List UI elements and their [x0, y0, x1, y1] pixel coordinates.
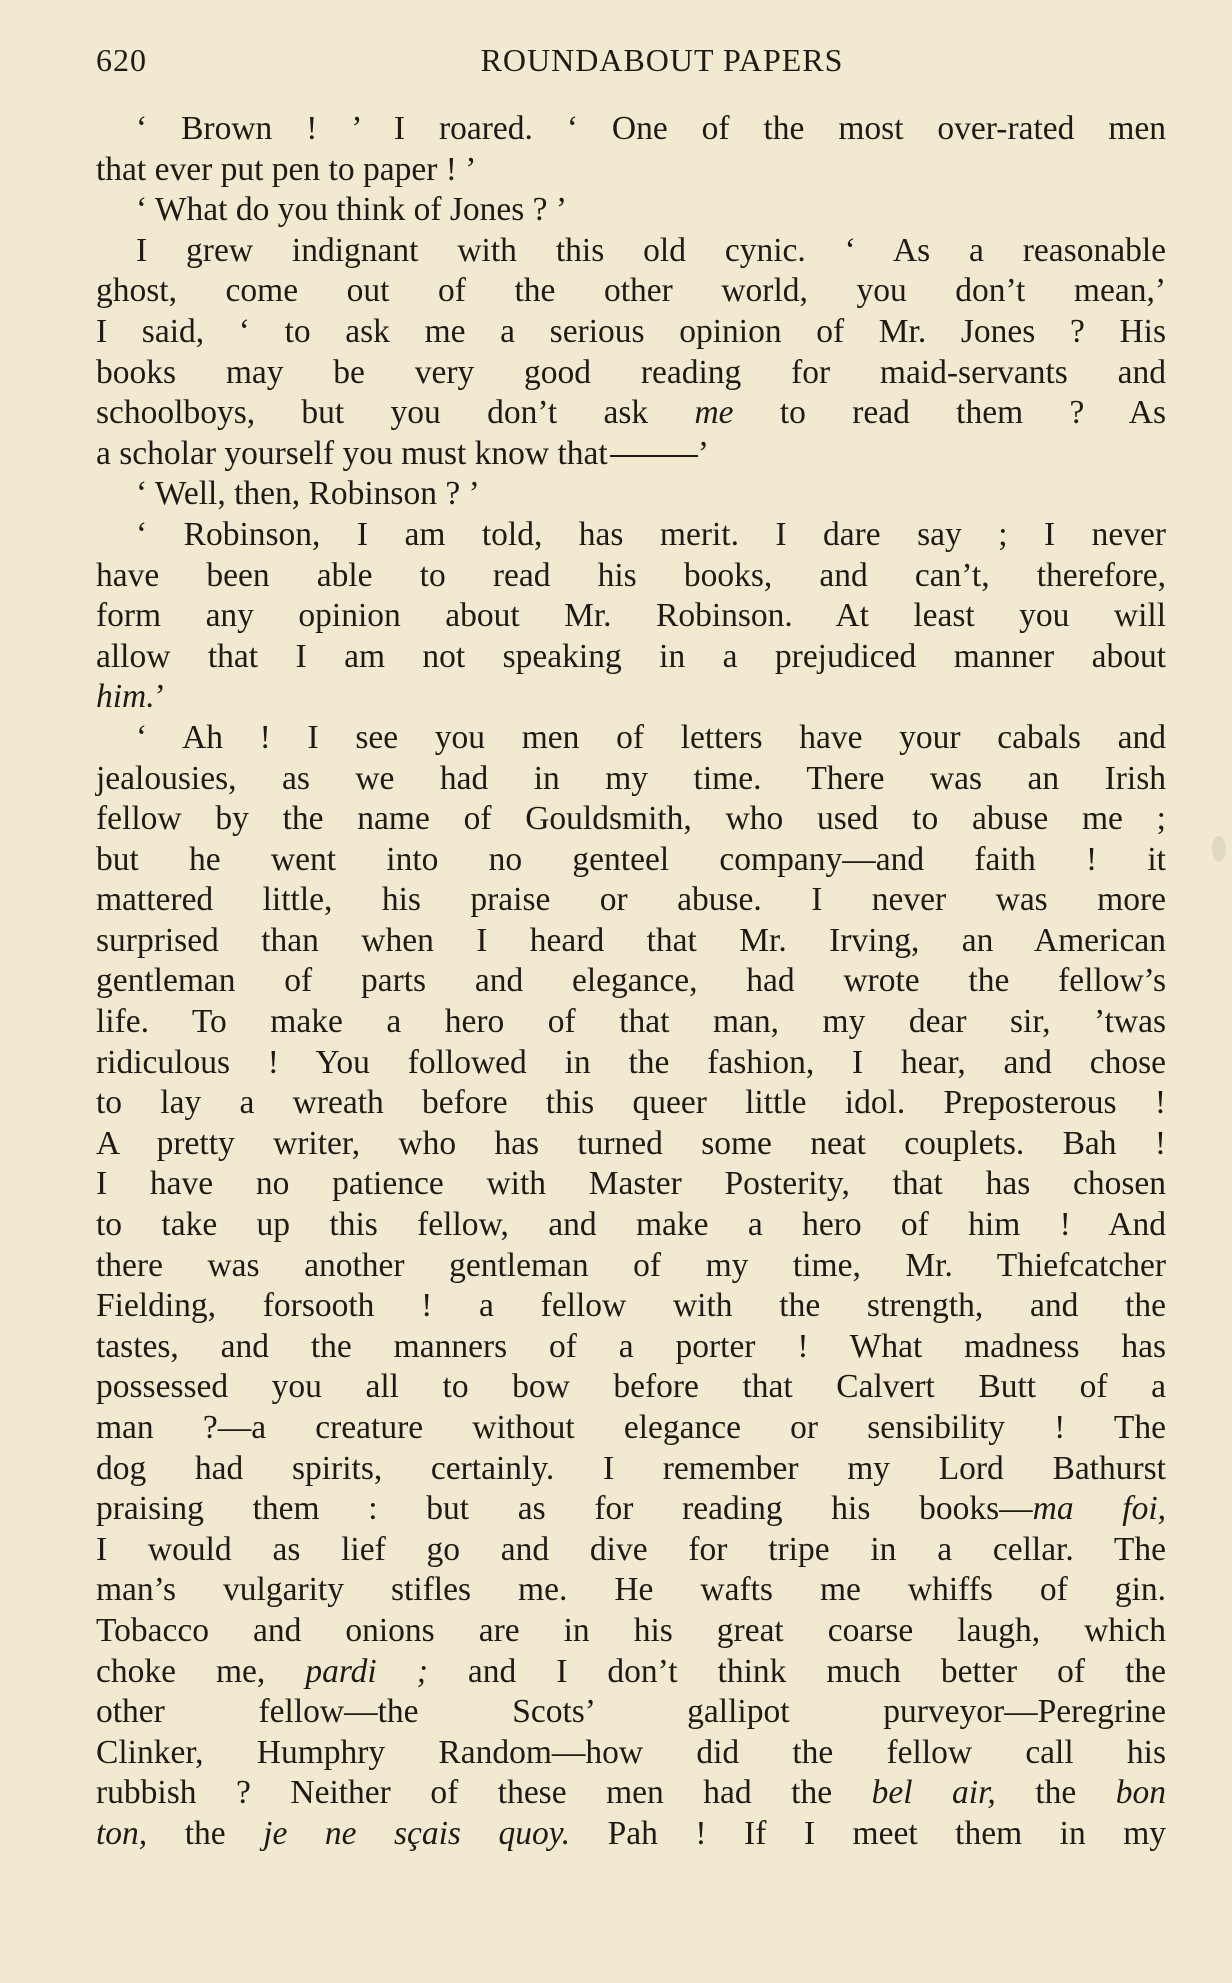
italic-text: pardi ; — [305, 1652, 428, 1690]
text-line: I would as lief go and dive for tripe in a cellar. The — [96, 1530, 1166, 1568]
text-run: a scholar yourself you must know that — [96, 434, 608, 472]
text-line: books may be very good reading for maid-servants and — [96, 353, 1166, 391]
text-line: ghost, come out of the other world, you don’t mean,’ — [96, 272, 1166, 310]
text-line: Tobacco and onions are in his great coarse laugh, which — [96, 1611, 1166, 1649]
text-run: ’ — [697, 434, 709, 472]
text-line: ridiculous ! You followed in the fashion, I hear, and chose — [96, 1043, 1166, 1081]
text-line: I grew indignant with this old cynic. ‘ As a reasonable — [136, 231, 1166, 269]
text-line: surprised than when I heard that Mr. Irving, an American — [96, 921, 1166, 959]
text-line — [96, 1489, 1166, 1530]
text-line: form any opinion about Mr. Robinson. At least you will — [96, 597, 1166, 635]
text-line: ‘ Brown ! ’ I roared. ‘ One of the most over-rated men — [136, 110, 1166, 147]
text-line — [96, 1814, 1166, 1855]
italic-text: je ne sçais quoy. — [263, 1814, 571, 1852]
italic-text: bon — [1115, 1774, 1167, 1812]
running-title: ROUNDABOUT PAPERS — [480, 42, 844, 78]
text-line: that ever put pen to paper ! ’ — [96, 150, 477, 188]
text-line — [96, 1652, 1166, 1693]
text-line: ‘ Well, then, Robinson ? ’ — [136, 475, 480, 513]
text-line: A pretty writer, who has turned some neat couplets. Bah ! — [96, 1124, 1166, 1162]
text-line — [96, 393, 1166, 434]
text-line: tastes, and the manners of a porter ! What madness has — [96, 1327, 1166, 1365]
text-run: the — [1035, 1774, 1077, 1812]
text-line: I said, ‘ to ask me a serious opinion of Mr. Jones ? His — [96, 312, 1166, 350]
text-run: the — [184, 1814, 226, 1852]
text-line: fellow by the name of Gouldsmith, who used to abuse me ; — [96, 800, 1166, 838]
text-line: other fellow—the Scots’ gallipot purveyor—Peregrine — [96, 1693, 1166, 1731]
page-number: 620 — [96, 42, 147, 78]
text-line: man ?—a creature without elegance or sensibility ! The — [96, 1409, 1166, 1446]
italic-text: ton, — [96, 1814, 148, 1852]
text-line: allow that I am not speaking in a prejudiced manner about — [96, 637, 1166, 675]
text-line: have been able to read his books, and can’t, therefore, — [96, 556, 1166, 594]
text-run: ’ — [154, 678, 166, 716]
text-line: possessed you all to bow before that Calvert Butt of a — [96, 1368, 1166, 1406]
text-line: life. To make a hero of that man, my dear sir, ’twas — [96, 1003, 1166, 1041]
text-line: to lay a wreath before this queer little idol. Preposterous ! — [96, 1084, 1166, 1122]
text-run: Pah ! If I meet them in my — [607, 1814, 1167, 1852]
text-run: to read them ? As — [779, 394, 1167, 432]
paper-blemish — [1212, 836, 1226, 862]
italic-text: ma foi, — [1032, 1490, 1167, 1528]
text-line: dog had spirits, certainly. I remember my Lord Bathurst — [96, 1449, 1166, 1487]
text-line: but he went into no genteel company—and faith ! it — [96, 840, 1166, 878]
italic-text: bel air, — [871, 1774, 996, 1812]
text-run: rubbish ? Neither of these men had the — [96, 1774, 833, 1812]
text-line: jealousies, as we had in my time. There was an Irish — [96, 759, 1166, 797]
text-line: gentleman of parts and elegance, had wrote the fellow’s — [96, 962, 1166, 1000]
text-line — [96, 677, 1166, 718]
text-line: ‘ What do you think of Jones ? ’ — [136, 191, 568, 229]
text-run: schoolboys, but you don’t ask — [96, 394, 649, 432]
text-run: choke me, — [96, 1652, 266, 1690]
text-line — [96, 434, 1166, 475]
page-header — [96, 42, 1168, 82]
text-line: mattered little, his praise or abuse. I never was more — [96, 881, 1166, 919]
body-text — [96, 109, 1166, 1855]
text-line: there was another gentleman of my time, Mr. Thiefcatcher — [96, 1246, 1166, 1284]
text-line: ‘ Ah ! I see you men of letters have your cabals and — [136, 718, 1166, 756]
text-line: man’s vulgarity stifles me. He wafts me whiffs of gin. — [96, 1571, 1166, 1609]
text-line: I have no patience with Master Posterity, that has chosen — [96, 1165, 1166, 1203]
text-line: Clinker, Humphry Random—how did the fellow call his — [96, 1733, 1166, 1771]
text-line: Fielding, forsooth ! a fellow with the strength, and the — [96, 1287, 1166, 1325]
italic-text: me — [694, 394, 734, 432]
italic-text: him. — [96, 678, 155, 716]
text-line — [96, 1773, 1166, 1814]
em-rule — [610, 455, 698, 457]
text-line: ‘ Robinson, I am told, has merit. I dare say ; I never — [136, 515, 1166, 553]
text-line: to take up this fellow, and make a hero of him ! And — [96, 1206, 1166, 1244]
text-run: and I don’t think much better of the — [467, 1652, 1166, 1690]
text-run: praising them : but as for reading his books— — [96, 1490, 1033, 1528]
